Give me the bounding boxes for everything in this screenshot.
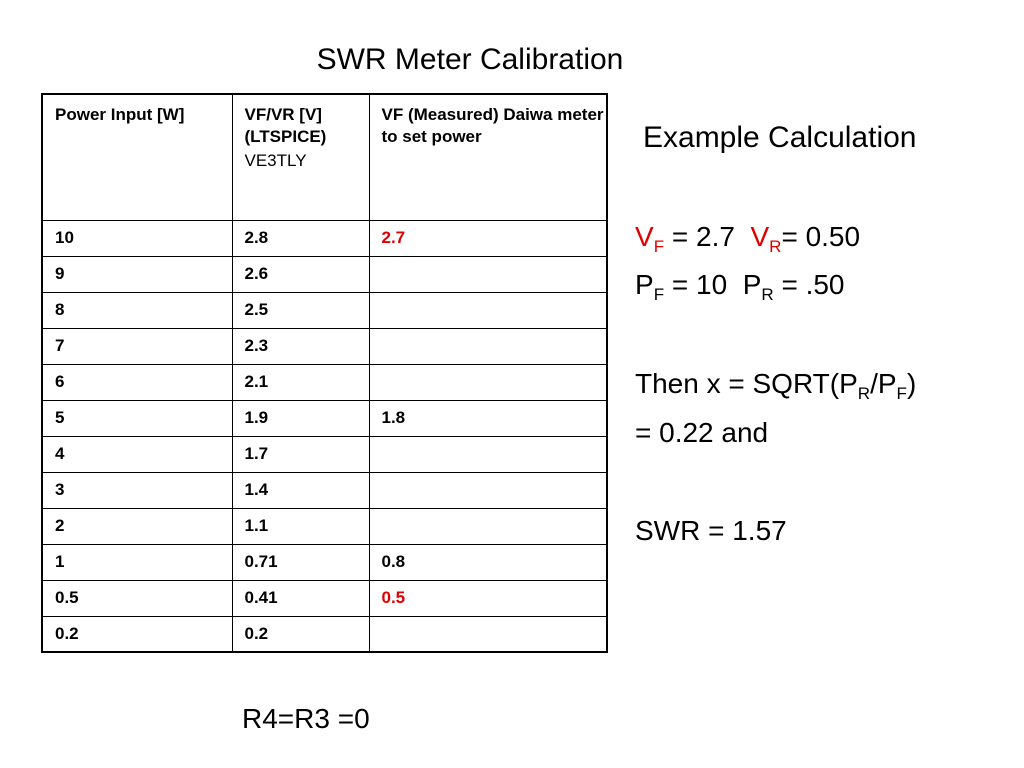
cell-vf-measured bbox=[369, 364, 607, 400]
cell-vf-vr: 2.1 bbox=[232, 364, 369, 400]
table-row bbox=[42, 220, 607, 256]
calc-line-result: = 0.22 and bbox=[635, 417, 769, 448]
vr-value: = 0.50 bbox=[781, 221, 861, 252]
cell-vf-measured: 2.7 bbox=[369, 220, 607, 256]
cell-power-input: 0.5 bbox=[42, 580, 232, 616]
cell-vf-vr: 2.8 bbox=[232, 220, 369, 256]
cell-power-input: 10 bbox=[42, 220, 232, 256]
cell-vf-measured bbox=[369, 436, 607, 472]
calc-line-powers bbox=[635, 266, 845, 314]
header-power-input bbox=[42, 94, 232, 220]
calibration-table bbox=[41, 93, 608, 653]
cell-vf-measured bbox=[369, 508, 607, 544]
cell-vf-vr: 1.1 bbox=[232, 508, 369, 544]
table-header-row bbox=[42, 94, 607, 220]
cell-power-input: 7 bbox=[42, 328, 232, 364]
table-row bbox=[42, 400, 607, 436]
table-row bbox=[42, 256, 607, 292]
header-vf-measured bbox=[369, 94, 607, 220]
table-row bbox=[42, 364, 607, 400]
cell-vf-vr: 1.7 bbox=[232, 436, 369, 472]
cell-power-input: 8 bbox=[42, 292, 232, 328]
header-vf-vr-sub: VE3TLY bbox=[244, 151, 307, 170]
table-row bbox=[42, 580, 607, 616]
pf-symbol: $P_F$ bbox=[635, 269, 665, 304]
header-power-input-label: Power Input [W] bbox=[55, 105, 185, 124]
calc-line-sqrt: Then $x = SQRT(P_R/P_F)$ bbox=[635, 368, 917, 403]
vf-value: = 2.7 bbox=[671, 221, 735, 252]
vf-symbol: $V_F$ bbox=[635, 221, 665, 256]
calc-line-swr: SWR = 1.57 bbox=[635, 515, 787, 546]
cell-vf-vr: 2.5 bbox=[232, 292, 369, 328]
page-title: SWR Meter Calibration bbox=[316, 43, 624, 76]
cell-vf-measured bbox=[369, 292, 607, 328]
cell-vf-measured: 0.8 bbox=[369, 544, 607, 580]
cell-power-input: 0.2 bbox=[42, 616, 232, 652]
cell-vf-vr: 1.9 bbox=[232, 400, 369, 436]
cell-vf-vr: 0.41 bbox=[232, 580, 369, 616]
cell-vf-measured bbox=[369, 328, 607, 364]
cell-power-input: 4 bbox=[42, 436, 232, 472]
cell-vf-measured bbox=[369, 472, 607, 508]
calc-line-voltages bbox=[635, 218, 860, 266]
pr-value: = .50 bbox=[781, 269, 845, 300]
pr-symbol: $P_R$ bbox=[742, 269, 774, 304]
header-vf-vr-label: VF/VR [V] (LTSPICE) bbox=[244, 105, 327, 146]
cell-power-input: 6 bbox=[42, 364, 232, 400]
header-vf-measured-label: VF (Measured) Daiwa meter to set power bbox=[381, 105, 604, 146]
cell-power-input: 9 bbox=[42, 256, 232, 292]
table-row bbox=[42, 616, 607, 652]
table-row bbox=[42, 436, 607, 472]
cell-vf-measured: 1.8 bbox=[369, 400, 607, 436]
cell-vf-vr: 0.2 bbox=[232, 616, 369, 652]
cell-vf-vr: 0.71 bbox=[232, 544, 369, 580]
cell-power-input: 2 bbox=[42, 508, 232, 544]
cell-vf-measured bbox=[369, 616, 607, 652]
cell-vf-measured: 0.5 bbox=[369, 580, 607, 616]
cell-vf-measured bbox=[369, 256, 607, 292]
cell-vf-vr: 2.3 bbox=[232, 328, 369, 364]
header-vf-vr bbox=[232, 94, 369, 220]
table-row bbox=[42, 328, 607, 364]
footnote: R4=R3 =0 bbox=[242, 703, 370, 734]
cell-vf-vr: 2.6 bbox=[232, 256, 369, 292]
table-row bbox=[42, 292, 607, 328]
example-heading: Example Calculation bbox=[643, 121, 917, 154]
table-row bbox=[42, 544, 607, 580]
table-row bbox=[42, 508, 607, 544]
table-row bbox=[42, 472, 607, 508]
cell-vf-vr: 1.4 bbox=[232, 472, 369, 508]
vr-symbol: $V_R$ bbox=[750, 221, 782, 256]
cell-power-input: 3 bbox=[42, 472, 232, 508]
pf-value: = 10 bbox=[671, 269, 728, 300]
cell-power-input: 1 bbox=[42, 544, 232, 580]
cell-power-input: 5 bbox=[42, 400, 232, 436]
